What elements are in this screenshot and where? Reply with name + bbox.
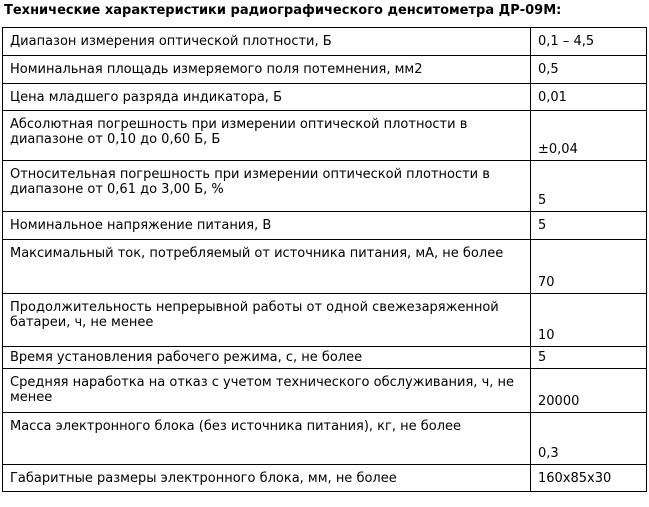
value-cell: 0,5 bbox=[531, 56, 647, 84]
table-row bbox=[3, 465, 647, 492]
table-row bbox=[3, 111, 647, 161]
value-cell: 5 bbox=[531, 347, 647, 369]
table-row bbox=[3, 413, 647, 465]
parameter-cell: Номинальное напряжение питания, В bbox=[3, 212, 531, 240]
value-cell: 70 bbox=[531, 240, 647, 294]
value-cell: 5 bbox=[531, 161, 647, 212]
parameter-cell: Средняя наработка на отказ с учетом технического обслуживания, ч, не менее bbox=[3, 369, 531, 413]
page-title: Технические характеристики радиографического денситометра ДР-09М: bbox=[4, 3, 562, 18]
value-cell: 0,01 bbox=[531, 84, 647, 111]
table-row bbox=[3, 28, 647, 56]
table-row bbox=[3, 369, 647, 413]
parameter-cell: Масса электронного блока (без источника питания), кг, не более bbox=[3, 413, 531, 465]
parameter-cell: Продолжительность непрерывной работы от одной свежезаряженной батареи, ч, не менее bbox=[3, 294, 531, 347]
parameter-cell: Диапазон измерения оптической плотности, Б bbox=[3, 28, 531, 56]
specifications-table bbox=[2, 27, 647, 492]
specifications-table-body bbox=[3, 28, 647, 492]
value-cell: 20000 bbox=[531, 369, 647, 413]
parameter-cell: Относительная погрешность при измерении оптической плотности в диапазоне от 0,61 до 3,00 Б, % bbox=[3, 161, 531, 212]
value-cell: 160х85х30 bbox=[531, 465, 647, 492]
value-cell: 10 bbox=[531, 294, 647, 347]
value-cell: 0,1 – 4,5 bbox=[531, 28, 647, 56]
parameter-cell: Время установления рабочего режима, с, не более bbox=[3, 347, 531, 369]
table-row bbox=[3, 56, 647, 84]
parameter-cell: Габаритные размеры электронного блока, мм, не более bbox=[3, 465, 531, 492]
value-cell: 5 bbox=[531, 212, 647, 240]
parameter-cell: Номинальная площадь измеряемого поля потемнения, мм2 bbox=[3, 56, 531, 84]
value-cell: 0,3 bbox=[531, 413, 647, 465]
value-cell: ±0,04 bbox=[531, 111, 647, 161]
table-row bbox=[3, 161, 647, 212]
parameter-cell: Цена младшего разряда индикатора, Б bbox=[3, 84, 531, 111]
table-row bbox=[3, 347, 647, 369]
parameter-cell: Абсолютная погрешность при измерении оптической плотности в диапазоне от 0,10 до 0,60 Б, Б bbox=[3, 111, 531, 161]
table-row bbox=[3, 240, 647, 294]
table-row bbox=[3, 84, 647, 111]
table-row bbox=[3, 294, 647, 347]
table-row bbox=[3, 212, 647, 240]
parameter-cell: Максимальный ток, потребляемый от источника питания, мА, не более bbox=[3, 240, 531, 294]
